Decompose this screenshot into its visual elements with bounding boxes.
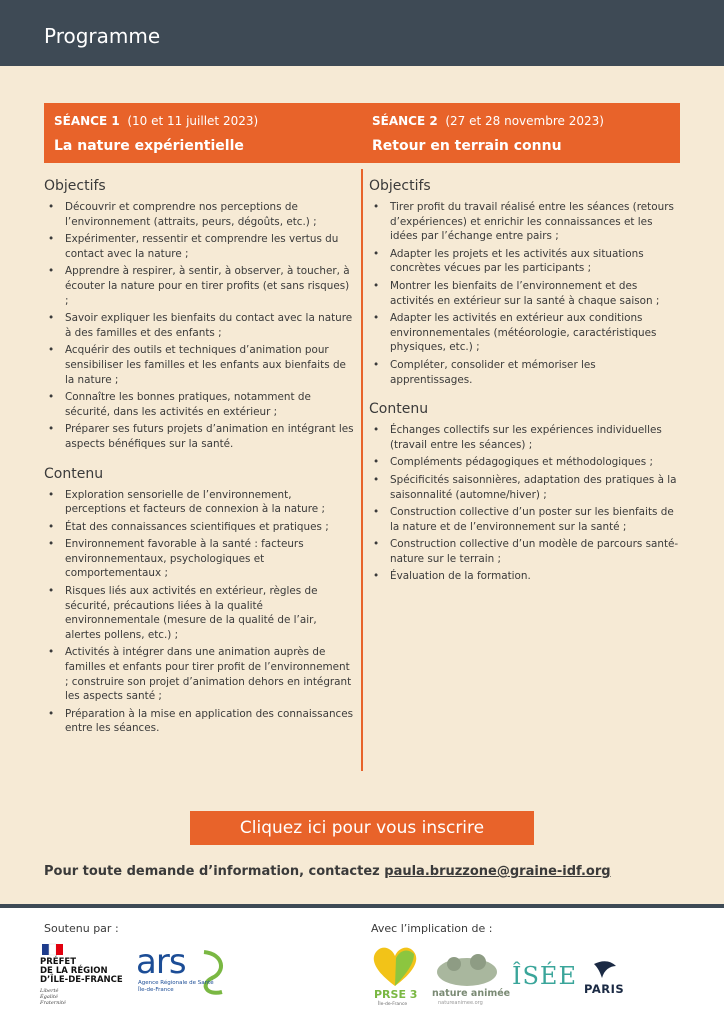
- session-1-content: [44, 178, 354, 750]
- list-item: • Activités à intégrer dans une animation auprès de familles et enfants pour tirer profit de l’environnement ; construire son projet d’animation dehors en intégrant les aspects santé ;: [44, 645, 354, 703]
- session-2-label: SÉANCE 2: [372, 114, 438, 128]
- nature-animee-logo: [432, 948, 511, 1010]
- session-1-objectifs-title: Objectifs: [44, 178, 106, 194]
- paris-ship-icon: [590, 958, 620, 980]
- session-1-contenu-title: Contenu: [44, 465, 104, 482]
- ars-name: ars: [136, 942, 186, 982]
- isee-name: ÎSÉE: [512, 962, 577, 990]
- list-item: • Préparation à la mise en application des connaissances entre les séances.: [44, 707, 354, 736]
- prse-subtitle: Île-de-France: [378, 1002, 408, 1007]
- prefet-motto-2: Égalité: [40, 994, 58, 1000]
- prefet-motto-3: Fraternité: [40, 1000, 66, 1006]
- list-item: • Acquérir des outils et techniques d’animation pour sensibiliser les familles et les enfants aux bienfaits de la nature ;: [44, 343, 354, 387]
- nature-animee-icon: [432, 948, 502, 988]
- list-item: • Exploration sensorielle de l’environnement, perceptions et facteurs de connexion à la nature ;: [44, 488, 354, 517]
- prefet-line-3: D’ÎLE-DE-FRANCE: [40, 975, 123, 985]
- ars-logo: [134, 942, 230, 1002]
- contact-email-link[interactable]: paula.bruzzone@graine-idf.org: [384, 864, 611, 879]
- session-2-name: Retour en terrain connu: [372, 138, 562, 154]
- list-item: • Risques liés aux activités en extérieur, règles de sécurité, précautions liées à la qualité environnementale (mesure de la qualité de l’air, alertes pollens, etc.) ;: [44, 584, 354, 642]
- session-2-contenu-list: [369, 423, 679, 584]
- session-1-contenu-list: [44, 488, 354, 737]
- nature-animee-name: nature animée: [432, 988, 511, 999]
- session-1-label: SÉANCE 1: [54, 114, 120, 128]
- session-2-objectifs-title: Objectifs: [369, 178, 431, 194]
- involvement-label: Avec l’implication de :: [371, 922, 493, 935]
- ars-subtitle-2: Île-de-France: [138, 987, 174, 993]
- prefet-line-2: DE LA RÉGION: [40, 966, 108, 976]
- header-bar: [0, 0, 724, 66]
- list-item: • Adapter les activités en extérieur aux conditions environnementales (météorologie, caractéristiques physiques, etc.) ;: [369, 311, 679, 355]
- register-button[interactable]: Cliquez ici pour vous inscrire: [190, 811, 534, 845]
- session-1-header: [44, 103, 362, 163]
- contact-line: [44, 864, 611, 879]
- list-item: • Construction collective d’un modèle de parcours santé-nature sur le terrain ;: [369, 537, 679, 566]
- isee-logo: [512, 962, 577, 998]
- list-item: • Préparer ses futurs projets d’animation en intégrant les aspects bénéfiques sur la santé.: [44, 422, 354, 451]
- session-1-name: La nature expérientielle: [54, 138, 244, 154]
- session-2-header: [362, 103, 680, 163]
- list-item: • Compléments pédagogiques et méthodologiques ;: [369, 455, 679, 470]
- prefet-logo: [40, 942, 124, 1014]
- session-2-contenu-title: Contenu: [369, 401, 429, 418]
- list-item: • Construction collective d’un poster sur les bienfaits de la nature et de l’environnement sur la santé ;: [369, 505, 679, 534]
- footer: [0, 908, 724, 1024]
- contact-text: Pour toute demande d’information, contactez: [44, 864, 380, 879]
- prse-name: PRSE 3: [374, 988, 418, 1001]
- list-item: • Montrer les bienfaits de l’environnement et des activités en extérieur sur la santé à chaque saison ;: [369, 279, 679, 308]
- list-item: • Échanges collectifs sur les expériences individuelles (travail entre les séances) ;: [369, 423, 679, 452]
- list-item: • Compléter, consolider et mémoriser les apprentissages.: [369, 358, 679, 387]
- session-1-objectifs-list: [44, 200, 354, 452]
- list-item: • État des connaissances scientifiques et pratiques ;: [44, 520, 354, 535]
- column-divider: [361, 169, 363, 771]
- page-title: Programme: [44, 24, 161, 48]
- session-2-objectifs-list: [369, 200, 679, 387]
- prse3-logo: [368, 942, 422, 1014]
- list-item: • Apprendre à respirer, à sentir, à observer, à toucher, à écouter la nature pour en tirer profits (et sans risques) ;: [44, 264, 354, 308]
- paris-name: PARIS: [584, 982, 625, 996]
- session-2-dates: (27 et 28 novembre 2023): [445, 114, 604, 128]
- list-item: • Adapter les projets et les activités aux situations concrètes vécues par les participants ;: [369, 247, 679, 276]
- nature-animee-url: natureanimee.org: [438, 1000, 483, 1006]
- list-item: • Connaître les bonnes pratiques, notamment de sécurité, dans les activités en extérieur ;: [44, 390, 354, 419]
- prefet-line-1: PRÉFET: [40, 957, 76, 967]
- list-item: • Environnement favorable à la santé : facteurs environnementaux, psychologiques et comportementaux ;: [44, 537, 354, 581]
- paris-logo: [580, 958, 630, 1002]
- prse-hearts-icon: [368, 942, 422, 990]
- sessions-banner: [44, 103, 680, 163]
- list-item: • Savoir expliquer les bienfaits du contact avec la nature à des familles et des enfants ;: [44, 311, 354, 340]
- list-item: • Découvrir et comprendre nos perceptions de l’environnement (attraits, peurs, dégoûts, etc.) ;: [44, 200, 354, 229]
- supported-by-label: Soutenu par :: [44, 922, 119, 935]
- session-1-dates: (10 et 11 juillet 2023): [127, 114, 259, 128]
- list-item: • Expérimenter, ressentir et comprendre les vertus du contact avec la nature ;: [44, 232, 354, 261]
- session-2-content: [369, 178, 679, 598]
- list-item: • Évaluation de la formation.: [369, 569, 679, 584]
- ars-subtitle-1: Agence Régionale de Santé: [138, 980, 214, 986]
- prefet-motto-1: Liberté: [40, 988, 59, 994]
- list-item: • Spécificités saisonnières, adaptation des pratiques à la saisonnalité (automne/hiver) ;: [369, 473, 679, 502]
- list-item: • Tirer profit du travail réalisé entre les séances (retours d’expériences) et enrichir les connaissances et les idées par l’échange entre pairs ;: [369, 200, 679, 244]
